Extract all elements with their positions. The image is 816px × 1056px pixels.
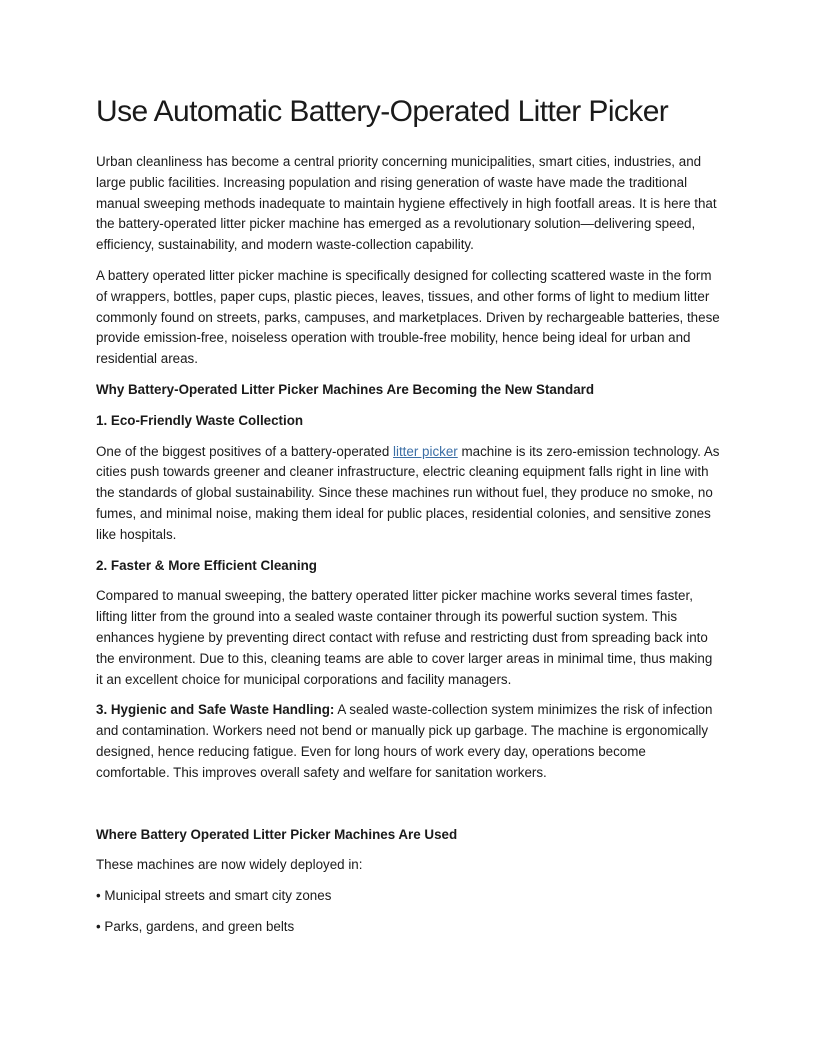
litter-picker-link[interactable]: litter picker: [393, 443, 458, 459]
list-item: • Parks, gardens, and green belts: [96, 918, 295, 934]
section3-heading: 3. Hygienic and Safe Waste Handling:: [96, 702, 335, 718]
section1-text-after-link: machine is its zero-emission technology. As cities push towards greener and cleaner infrastructure, electric cleaning equipment falls right in line with the standards of global sustainability. Since these machines run without fuel, they produce no smoke, no fumes, and minimal noise, making them ideal for public places, residential colonies, and sensitive zones like hospitals.: [96, 443, 720, 542]
where-heading: Where Battery Operated Litter Picker Machines Are Used: [96, 826, 458, 842]
section-spacer: [96, 794, 720, 825]
list-item: • Municipal streets and smart city zones: [96, 888, 332, 904]
section1-text-before-link: One of the biggest positives of a battery-operated: [96, 443, 394, 459]
section2-paragraph: Compared to manual sweeping, the battery operated litter picker machine works several times faster, lifting litter from the ground into a sealed waste container through its powerful suction system. This enhances hygiene by preventing direct contact with refuse and restricting dust from spreading back into the environment. Due to this, cleaning teams are able to cover larger areas in minimal time, thus making it an excellent choice for municipal corporations and facility managers.: [96, 588, 713, 687]
document-body: [96, 94, 720, 948]
page-title: Use Automatic Battery-Operated Litter Picker: [96, 95, 669, 128]
section3-paragraph: [96, 700, 720, 783]
where-intro: These machines are now widely deployed in:: [96, 857, 363, 873]
intro-paragraph-2: A battery operated litter picker machine is specifically designed for collecting scattered waste in the form of wrappers, bottles, paper cups, plastic pieces, leaves, tissues, and other forms of light to medium litter commonly found on streets, parks, campuses, and marketplaces. Driven by rechargeable batteries, these provide emission-free, noiseless operation with trouble-free mobility, hence being ideal for urban and residential areas.: [96, 267, 720, 367]
section1-paragraph: [96, 442, 720, 546]
section2-heading: 2. Faster & More Efficient Cleaning: [96, 557, 317, 573]
why-heading: Why Battery-Operated Litter Picker Machines Are Becoming the New Standard: [96, 381, 595, 397]
section1-heading: 1. Eco-Friendly Waste Collection: [96, 412, 304, 428]
intro-paragraph-1: Urban cleanliness has become a central priority concerning municipalities, smart cities, industries, and large public facilities. Increasing population and rising generation of waste have made the traditional manual sweeping methods inadequate to maintain hygiene effectively in high footfall areas. It is here that the battery-operated litter picker machine has emerged as a revolutionary solution—delivering speed, efficiency, sustainability, and modern waste-collection capability.: [96, 154, 717, 253]
section3-text: A sealed waste-collection system minimizes the risk of infection and contamination. Workers need not bend or manually pick up garbage. The machine is ergonomically designed, hence reducing fatigue. Even for long hours of work every day, operations become comfortable. This improves overall safety and welfare for sanitation workers.: [96, 702, 713, 780]
